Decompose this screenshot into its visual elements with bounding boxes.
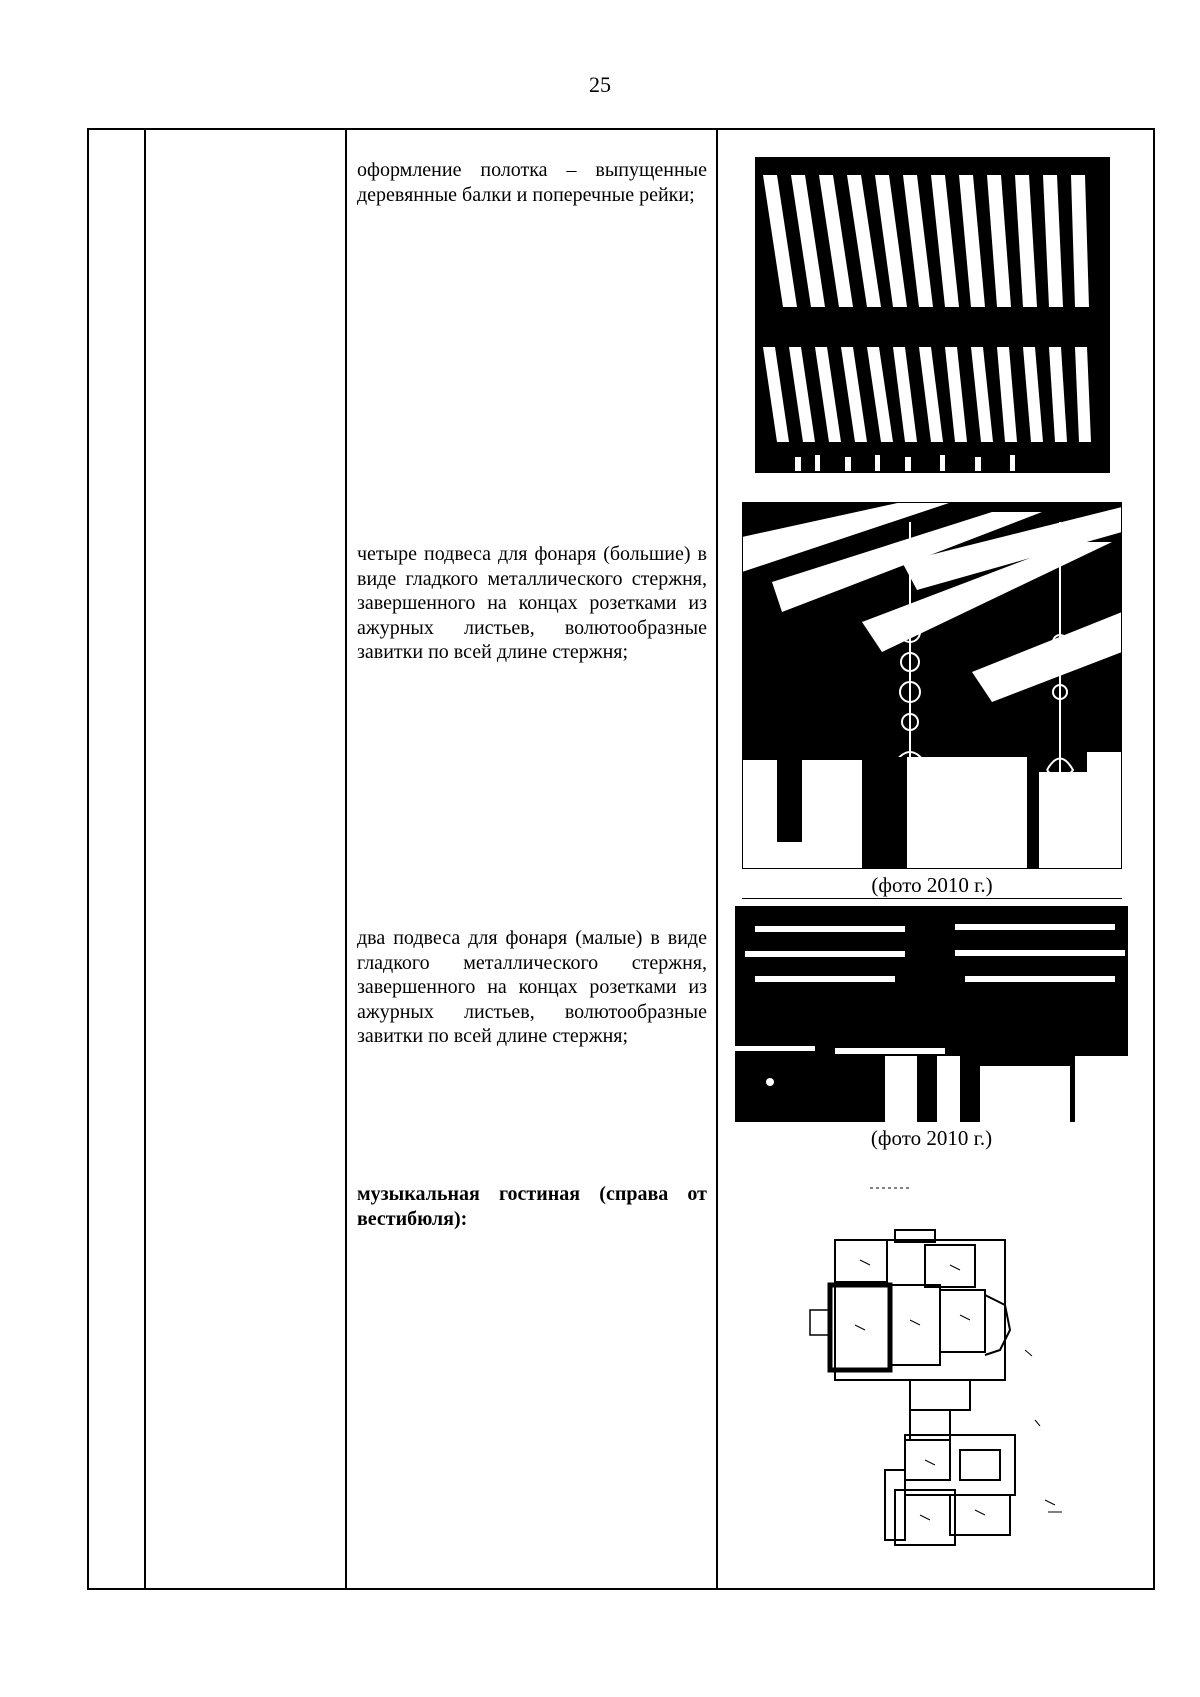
floor-plan-drawing (800, 1170, 1070, 1560)
small-lantern-pendants-photo (735, 906, 1128, 1122)
large-pendants-caption: (фото 2010 г.) (742, 873, 1122, 899)
ceiling-description: оформление полотка – выпущенные деревянные балки и поперечные рейки; (357, 159, 707, 206)
column-divider-1 (144, 130, 146, 1588)
small-pendants-caption: (фото 2010 г.) (870, 1126, 993, 1150)
column-divider-3 (716, 130, 718, 1588)
music-room-heading: музыкальная гостиная (справа от вестибюля): (357, 1183, 707, 1230)
column-divider-2 (345, 130, 347, 1588)
ceiling-beams-photo (755, 157, 1110, 473)
page-number: 25 (589, 72, 611, 97)
large-lantern-pendants-photo (742, 502, 1122, 869)
small-pendants-description: два подвеса для фонаря (малые) в виде гладкого металлического стержня, завершенного на концах розетками из ажурных листьев, волютообразные завитки по всей длине стержня; (357, 927, 707, 1047)
large-pendants-description: четыре подвеса для фонаря (большие) в виде гладкого металлического стержня, завершенного на концах розетками из ажурных листьев, волютообразные завитки по всей длине стержня; (357, 543, 707, 663)
